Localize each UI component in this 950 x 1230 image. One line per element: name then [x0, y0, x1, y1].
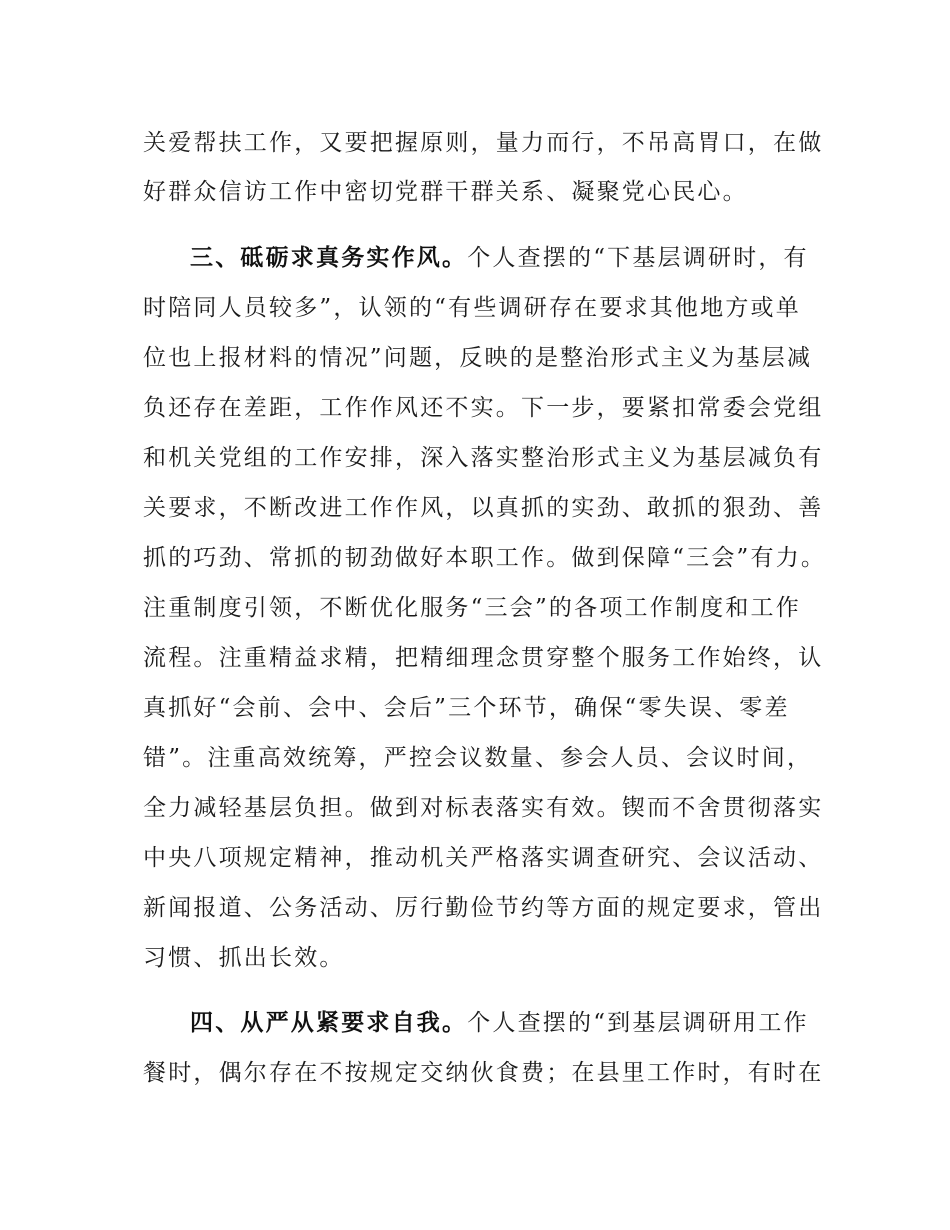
text-line: 好群众信访工作中密切党群干群关系、凝聚党心民心。 [143, 179, 748, 205]
text-line: 负还存在差距，工作作风还不实。下一步，要紧扣常委会党组 [143, 395, 824, 421]
text-line: 关要求，不断改进工作作风，以真抓的实劲、敢抓的狠劲、善 [143, 495, 824, 521]
text-line: 中央八项规定精神，推动机关严格落实调查研究、会议活动、 [143, 845, 824, 871]
text-line: 关爱帮扶工作，又要把握原则，量力而行，不吊高胃口，在做 [143, 130, 824, 156]
text-span: 个人查摆的“到基层调研用工作 [467, 1010, 809, 1036]
text-line: 注重制度引领，不断优化服务“三会”的各项工作制度和工作 [143, 595, 801, 621]
text-line: 真抓好“会前、会中、会后”三个环节，确保“零失误、零差 [143, 695, 790, 721]
text-line: 和机关党组的工作安排，深入落实整治形式主义为基层减负有 [143, 445, 824, 471]
text-line: 抓的巧劲、常抓的韧劲做好本职工作。做到保障“三会”有力。 [143, 545, 827, 571]
text-line: 时陪同人员较多”，认领的“有些调研存在要求其他地方或单 [143, 295, 801, 321]
text-span: 个人查摆的“下基层调研时，有 [467, 245, 809, 271]
text-line: 习惯、抓出长效。 [143, 945, 345, 971]
text-line: 流程。注重精益求精，把精细理念贯穿整个服务工作始终，认 [143, 645, 824, 671]
text-line: 餐时，偶尔存在不按规定交纳伙食费；在县里工作时，有时在 [143, 1060, 824, 1086]
paragraph-first-line [190, 1008, 809, 1038]
section-heading: 三、砥砺求真务实作风。 [190, 245, 468, 271]
section-heading: 四、从严从紧要求自我。 [190, 1010, 468, 1036]
paragraph-first-line [190, 243, 809, 273]
text-line: 新闻报道、公务活动、厉行勤俭节约等方面的规定要求，管出 [143, 895, 824, 921]
text-line: 全力减轻基层负担。做到对标表落实有效。锲而不舍贯彻落实 [143, 795, 824, 821]
text-line: 位也上报材料的情况”问题，反映的是整治形式主义为基层减 [143, 345, 813, 371]
text-line: 错”。注重高效统筹，严控会议数量、参会人员、会议时间， [143, 745, 813, 771]
